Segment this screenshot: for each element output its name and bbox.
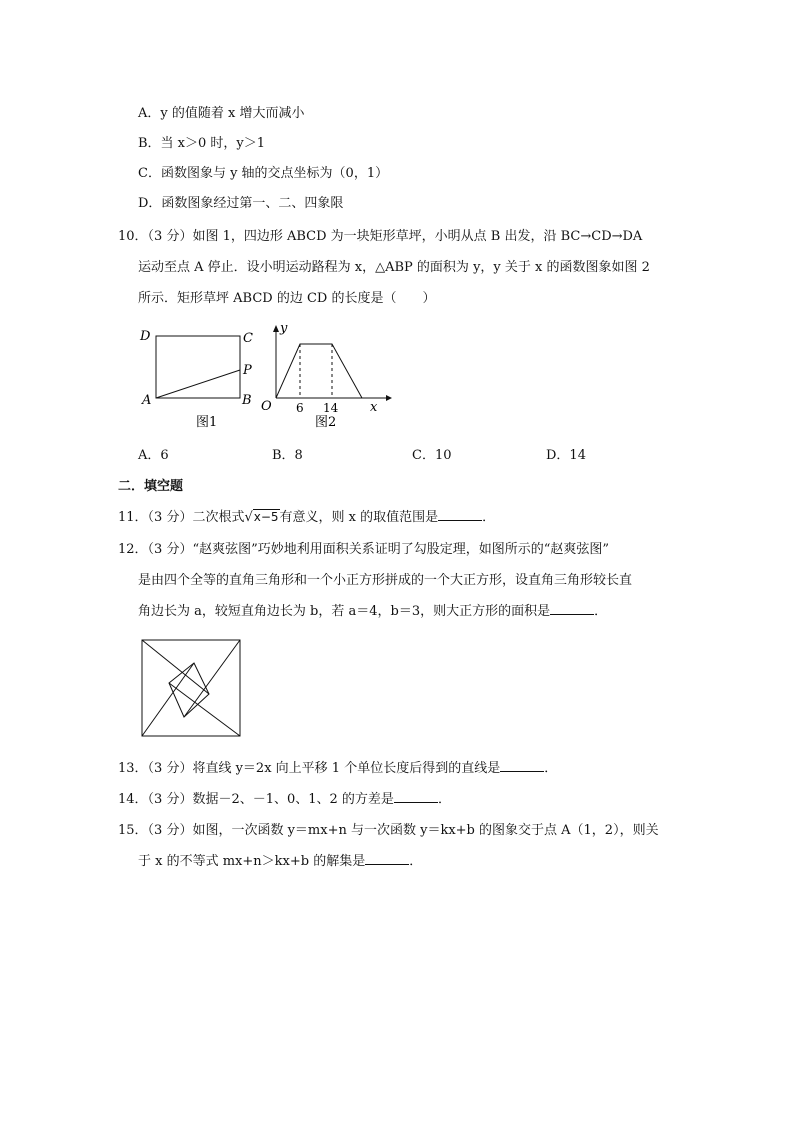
tick-6: 6 bbox=[296, 401, 304, 415]
q10-option-a: A．6 bbox=[138, 448, 169, 463]
y-axis-arrow bbox=[273, 325, 279, 332]
q14-text: 14．（3 分）数据－2、－1、0、1、2 的方差是 bbox=[118, 792, 394, 807]
q9-option-b: B．当 x＞0 时，y＞1 bbox=[138, 136, 266, 151]
zhao-shuang-diagram bbox=[140, 638, 244, 740]
q9-option-d: D．函数图象经过第一、二、四象限 bbox=[138, 196, 344, 211]
segment-ap bbox=[156, 370, 240, 398]
q12-line2: 是由四个全等的直角三角形和一个小正方形拼成的一个大正方形，设直角三角形较长直 bbox=[138, 573, 633, 588]
q10-figure-1 bbox=[136, 322, 266, 432]
q10-line2: 运动至点 A 停止．设小明运动路程为 x，△ABP 的面积为 y，y 关于 x 的函数图象如图 2 bbox=[138, 260, 650, 275]
rectangle-abcd bbox=[156, 336, 240, 398]
q11 bbox=[118, 508, 495, 528]
q11-prefix: 11．（3 分）二次根式 bbox=[118, 510, 245, 525]
section-title: 二．填空题 bbox=[118, 479, 184, 494]
q13 bbox=[118, 759, 557, 779]
q11-end: ． bbox=[482, 510, 496, 525]
q15-line2 bbox=[138, 852, 422, 872]
sqrt-symbol: √ bbox=[244, 510, 253, 525]
q12-line3-text: 角边长为 a，较短直角边长为 b，若 a＝4，b＝3，则大正方形的面积是 bbox=[138, 604, 551, 619]
q12-end: ． bbox=[594, 604, 608, 619]
x-axis-arrow bbox=[386, 395, 392, 401]
q11-suffix: 有意义，则 x 的取值范围是 bbox=[279, 510, 439, 525]
axis-label-x: x bbox=[370, 400, 378, 415]
q15-end: ． bbox=[409, 854, 423, 869]
q13-answer-blank[interactable] bbox=[500, 759, 544, 772]
label-c: C bbox=[243, 331, 253, 346]
q15-answer-blank[interactable] bbox=[365, 852, 409, 865]
origin-label: O bbox=[261, 399, 272, 414]
q13-end: ． bbox=[544, 761, 558, 776]
q10-option-d: D．14 bbox=[546, 448, 586, 463]
q11-radicand: x−5 bbox=[253, 510, 279, 524]
q10-line1: 10．（3 分）如图 1，四边形 ABCD 为一块矩形草坪，小明从点 B 出发，沿 BC→CD→DA bbox=[118, 229, 643, 244]
q15-line2-text: 于 x 的不等式 mx+n＞kx+b 的解集是 bbox=[138, 854, 366, 869]
label-a: A bbox=[142, 393, 152, 408]
q14-end: ． bbox=[437, 792, 451, 807]
outer-square bbox=[142, 640, 240, 736]
fig2-caption: 图2 bbox=[315, 415, 337, 430]
triangle-edge-2 bbox=[184, 640, 240, 717]
triangle-edge-1 bbox=[142, 640, 209, 694]
q14 bbox=[118, 790, 451, 810]
q12-line3 bbox=[138, 602, 607, 622]
fig1-caption: 图1 bbox=[196, 415, 218, 430]
q15-line1: 15．（3 分）如图，一次函数 y＝mx+n 与一次函数 y＝kx+b 的图象交于点 A（1，2），则关 bbox=[118, 823, 659, 838]
q12-line1: 12．（3 分）“赵爽弦图”巧妙地利用面积关系证明了勾股定理，如图所示的“赵爽弦图” bbox=[118, 542, 610, 557]
q13-text: 13．（3 分）将直线 y＝2x 向上平移 1 个单位长度后得到的直线是 bbox=[118, 761, 501, 776]
tick-14: 14 bbox=[323, 401, 339, 415]
triangle-edge-4 bbox=[142, 663, 194, 736]
q10-figure-2 bbox=[256, 320, 396, 434]
q10-option-b: B．8 bbox=[272, 448, 303, 463]
q14-answer-blank[interactable] bbox=[394, 790, 438, 803]
q12-answer-blank[interactable] bbox=[550, 602, 594, 615]
q10-line3: 所示．矩形草坪 ABCD 的边 CD 的长度是（ ） bbox=[138, 291, 436, 306]
graph-line bbox=[276, 344, 362, 398]
label-p: P bbox=[243, 363, 252, 378]
axis-label-y: y bbox=[280, 321, 288, 336]
label-b: B bbox=[242, 393, 252, 408]
q11-answer-blank[interactable] bbox=[438, 508, 482, 521]
q9-option-a: A．y 的值随着 x 增大而减小 bbox=[138, 106, 305, 121]
label-d: D bbox=[140, 329, 151, 344]
q10-option-c: C．10 bbox=[412, 448, 452, 463]
q9-option-c: C．函数图象与 y 轴的交点坐标为（0，1） bbox=[138, 166, 389, 181]
